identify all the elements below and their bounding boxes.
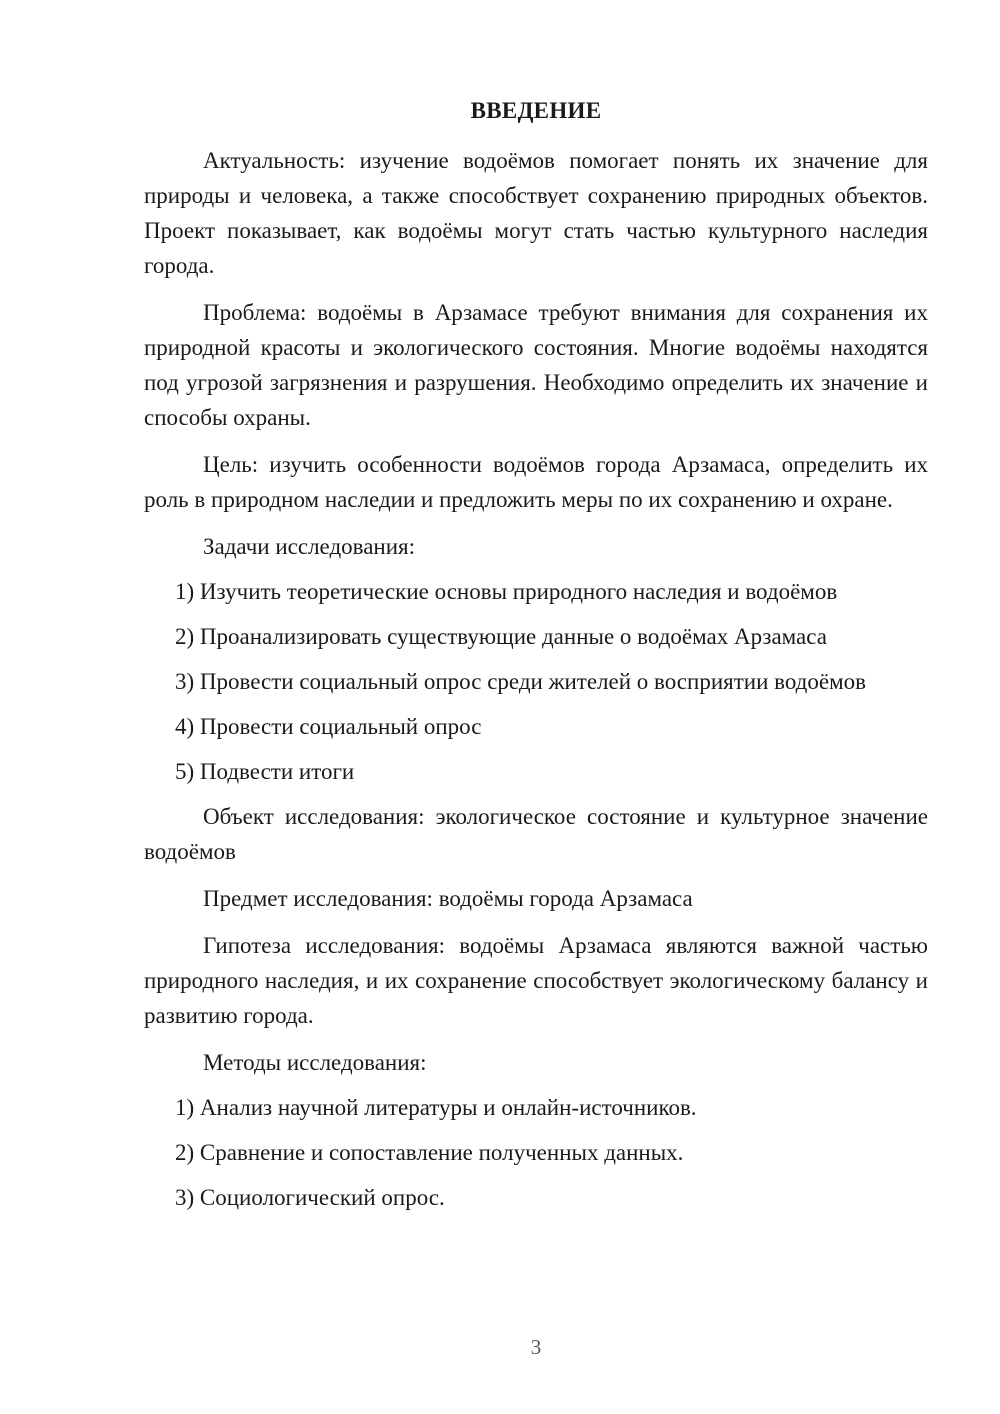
goal-paragraph: Цель: изучить особенности водоёмов города Арзамаса, определить их роль в природном наследии и предложить меры по их сохранению и охране. — [144, 452, 928, 512]
task-item: 1) Изучить теоретические основы природного наследия и водоёмов — [175, 579, 838, 604]
task-item: 4) Провести социальный опрос — [175, 714, 482, 739]
document-body — [144, 143, 928, 1225]
method-item: 1) Анализ научной литературы и онлайн-источников. — [175, 1095, 697, 1120]
page-number: 3 — [530, 1335, 542, 1359]
task-item: 2) Проанализировать существующие данные о водоёмах Арзамаса — [175, 624, 827, 649]
subject-paragraph: Предмет исследования: водоёмы города Арзамаса — [203, 886, 693, 911]
relevance-paragraph: Актуальность: изучение водоёмов помогает понять их значение для природы и человека, а также способствует сохранению природных объектов. Проект показывает, как водоёмы могут стать частью культурного наследия города. — [144, 148, 928, 278]
object-paragraph: Объект исследования: экологическое состояние и культурное значение водоёмов — [144, 804, 928, 864]
methods-heading: Методы исследования: — [203, 1050, 427, 1075]
hypothesis-paragraph: Гипотеза исследования: водоёмы Арзамаса являются важной частью природного наследия, и их сохранение способствует экологическому балансу и развитию города. — [144, 933, 928, 1028]
method-item: 3) Социологический опрос. — [175, 1185, 445, 1210]
problem-paragraph: Проблема: водоёмы в Арзамасе требуют внимания для сохранения их природной красоты и экологического состояния. Многие водоёмы находятся под угрозой загрязнения и разрушения. Необходимо определить их значение и способы охраны. — [144, 300, 928, 430]
task-item: 3) Провести социальный опрос среди жителей о восприятии водоёмов — [175, 669, 866, 694]
tasks-heading: Задачи исследования: — [203, 534, 416, 559]
method-item: 2) Сравнение и сопоставление полученных данных. — [175, 1140, 684, 1165]
page-title: ВВЕДЕНИЕ — [470, 98, 602, 123]
task-item: 5) Подвести итоги — [175, 759, 355, 784]
